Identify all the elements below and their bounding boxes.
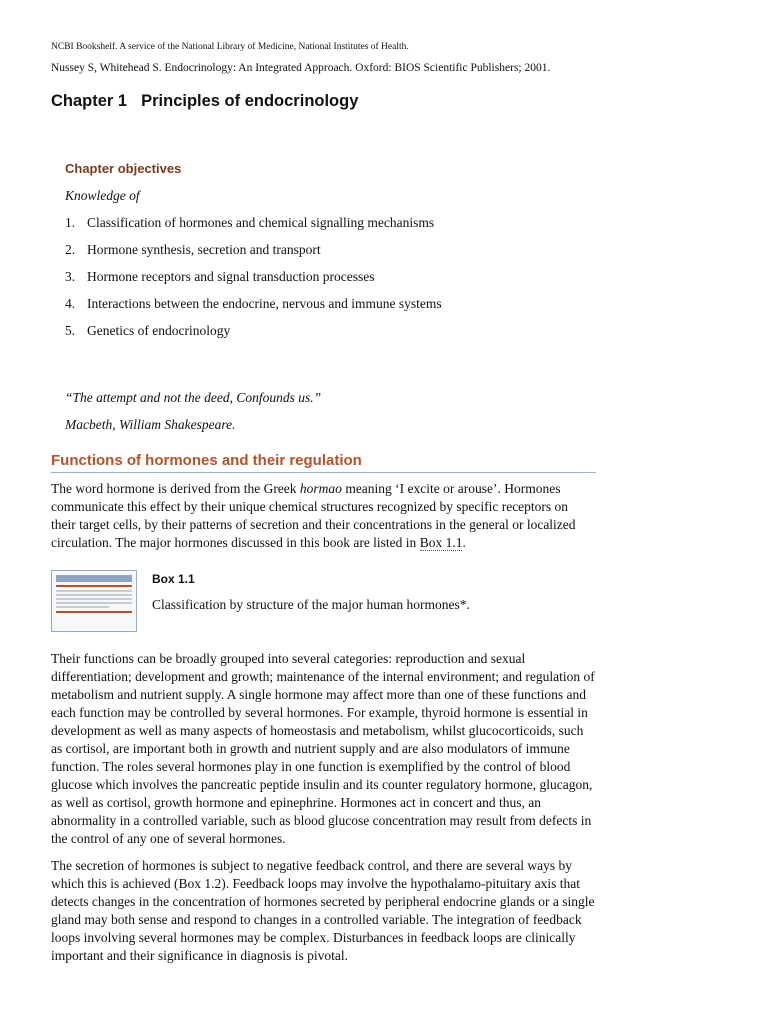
thumbnail-text-line bbox=[56, 602, 132, 604]
epigraph-source: Macbeth, William Shakespeare. bbox=[65, 417, 236, 432]
paragraph-functions: Their functions can be broadly grouped into several categories: reproduction and sexual differentiation; development and growth; maintenance of the internal environment; and regulation of metabolism and nutrient supply. A single hormone may affect more than one of these functions and each function may be controlled by several hormones. For example, thyroid hormone is essential in development as well as many aspects of homeostasis and metabolism, whilst glucocorticoids, such as cortisol, are important both in growth and nutrient supply and are also modulators of immune function. The roles several hormones play in one function is exemplified by the control of blood glucose which involves the pancreatic peptide insulin and its counter regulatory hormone, glucagon, as well as cortisol, growth hormone and epinephrine. Hormones act in concert and thus, an abnormality in a controlled variable, such as blood glucose concentration may result from defects in the control of any one of several hormones. bbox=[51, 651, 595, 846]
chapter-title bbox=[51, 92, 358, 111]
thumbnail-rule bbox=[56, 585, 132, 587]
objectives-heading: Chapter objectives bbox=[65, 161, 182, 176]
chapter-name: Principles of endocrinology bbox=[141, 92, 359, 110]
thumbnail-header-bar bbox=[56, 575, 132, 582]
section-heading: Functions of hormones and their regulation bbox=[51, 452, 596, 473]
thumbnail-text-line bbox=[56, 594, 132, 596]
list-item: 5. Genetics of endocrinology bbox=[65, 323, 231, 338]
box-1-1-link[interactable]: Box 1.1 bbox=[419, 535, 463, 550]
paragraph-intro: The word hormone is derived from the Greek hormao meaning ‘I excite or arouse’. Hormones communicate this effect by their unique chemical structures recognized by specific receptors on their target cells, by their patterns of secretion and their concentrations in the general or localized circulation. The major hormones discussed in this book are listed in Box 1.1. bbox=[51, 481, 576, 550]
greek-term: hormao bbox=[299, 481, 342, 496]
citation: Nussey S, Whitehead S. Endocrinology: An Integrated Approach. Oxford: BIOS Scientific Publishers; 2001. bbox=[51, 62, 551, 74]
list-item: 2. Hormone synthesis, secretion and transport bbox=[65, 242, 321, 257]
chapter-number: Chapter 1 bbox=[51, 92, 128, 110]
box-caption: Classification by structure of the major human hormones*. bbox=[152, 597, 470, 612]
objectives-subheading: Knowledge of bbox=[65, 188, 140, 203]
epigraph-quote: “The attempt and not the deed, Confounds us.” bbox=[65, 390, 322, 405]
list-item: 4. Interactions between the endocrine, nervous and immune systems bbox=[65, 296, 442, 311]
box-thumbnail[interactable] bbox=[51, 570, 137, 632]
source-line: NCBI Bookshelf. A service of the National Library of Medicine, National Institutes of Health. bbox=[51, 42, 409, 52]
thumbnail-text-line bbox=[56, 598, 132, 600]
box-label[interactable]: Box 1.1 bbox=[152, 572, 195, 586]
objectives-list bbox=[65, 215, 595, 341]
chapter-objectives bbox=[65, 161, 595, 350]
list-item: 1. Classification of hormones and chemical signalling mechanisms bbox=[65, 215, 435, 230]
list-item: 3. Hormone receptors and signal transduction processes bbox=[65, 269, 375, 284]
thumbnail-text-line bbox=[56, 590, 132, 592]
paragraph-feedback: The secretion of hormones is subject to negative feedback control, and there are several ways by which this is achieved (Box 1.2). Feedback loops may involve the hypothalamo-pituitary axis that detects changes in the concentration of hormones secreted by peripheral endocrine glands or a single gland may both sense and respond to changes in a controlled variable. The integration of feedback loops involving several hormones may be complex. Disturbances in feedback loops are clinically important and their significance in diagnosis is pivotal. bbox=[51, 858, 595, 963]
thumbnail-text-line bbox=[56, 606, 109, 608]
thumbnail-rule bbox=[56, 611, 132, 613]
